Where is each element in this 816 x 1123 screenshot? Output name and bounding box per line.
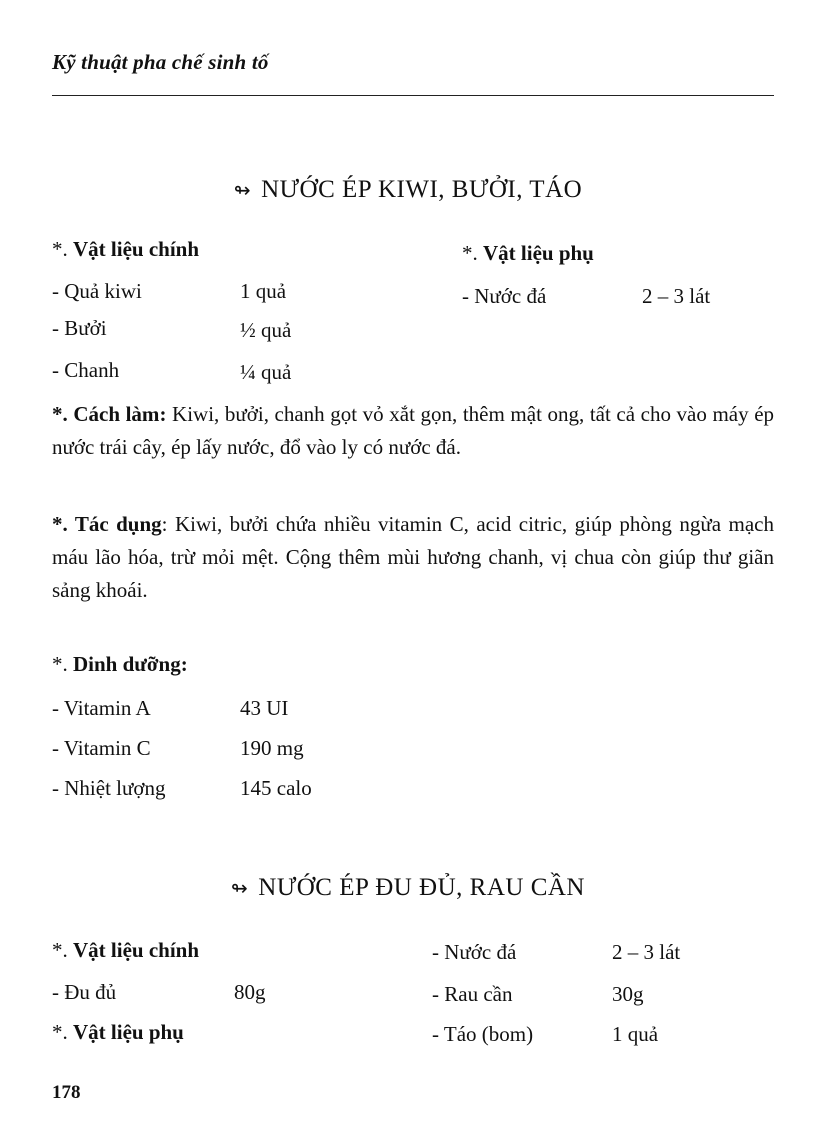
ingredient-qty: 80g [234, 980, 266, 1004]
nutrition-name: - Vitamin A [52, 696, 151, 720]
ingredient-name: - Bưởi [52, 316, 107, 340]
method-text: Kiwi, bưởi, chanh gọt vỏ xắt gọn, thêm mật ong, tất cả cho vào máy ép nước trái cây, ép lấy nước, đổ vào ly có nước đá. [52, 402, 775, 459]
nutrition-heading: *. Dinh dưỡng: [52, 652, 188, 676]
ingredient-qty: 1 quả [240, 279, 287, 303]
ingredient-name: - Nước đá [462, 284, 547, 308]
nutrition-name: - Vitamin C [52, 736, 151, 760]
ingredient-name: - Nước đá [432, 940, 517, 964]
ingredient-qty: 30g [612, 982, 644, 1006]
ingredient-qty: ¼ quả [240, 360, 292, 384]
ingredient-name: - Quả kiwi [52, 279, 142, 303]
nutrition-name: - Nhiệt lượng [52, 776, 166, 800]
extra-ingredients-heading: *. Vật liệu phụ [462, 241, 594, 265]
ingredient-qty: 1 quả [612, 1022, 659, 1046]
heading-text: Vật liệu chính [73, 938, 200, 962]
ingredient-qty: 2 – 3 lát [612, 940, 681, 964]
hand-pointer-icon: ↬ [231, 876, 249, 900]
method-label: Cách làm [73, 402, 160, 426]
heading-text: Vật liệu phụ [483, 241, 594, 265]
ingredient-name: - Đu đủ [52, 980, 117, 1004]
heading-text: Dinh dưỡng: [73, 652, 188, 676]
recipe-title [0, 176, 816, 204]
effect-paragraph: *. Tác dụng: Kiwi, bưởi chứa nhiều vitamin C, acid citric, giúp phòng ngừa mạch máu lão hóa, trừ mỏi mệt. Cộng thêm mùi hương chanh, vị chua còn giúp thư giãn sảng khoái. [52, 512, 774, 602]
ingredient-name: - Táo (bom) [432, 1022, 534, 1046]
ingredient-qty: ½ quả [240, 318, 292, 342]
nutrition-value: 190 mg [240, 736, 304, 760]
extra-ingredients-heading: *. Vật liệu phụ [52, 1020, 184, 1044]
ingredient-name: - Rau cần [432, 982, 513, 1006]
method-paragraph: *. Cách làm: Kiwi, bưởi, chanh gọt vỏ xắt gọn, thêm mật ong, tất cả cho vào máy ép nước trái cây, ép lấy nước, đổ vào ly có nước đá. [52, 402, 775, 459]
recipe-title [0, 874, 816, 902]
heading-text: Vật liệu chính [73, 237, 200, 261]
recipe-title-text: NƯỚC ÉP ĐU ĐỦ, RAU CẦN [258, 874, 585, 901]
ingredient-qty: 2 – 3 lát [642, 284, 711, 308]
nutrition-value: 43 UI [240, 696, 289, 720]
effect-text: Kiwi, bưởi chứa nhiều vitamin C, acid citric, giúp phòng ngừa mạch máu lão hóa, trừ mỏi mệt. Cộng thêm mùi hương chanh, vị chua còn giúp thư giãn sảng khoái. [52, 512, 774, 602]
hand-pointer-icon: ↬ [233, 178, 252, 202]
page-number: 178 [52, 1082, 81, 1103]
running-head: Kỹ thuật pha chế sinh tố [52, 50, 269, 74]
ingredient-name: - Chanh [52, 358, 120, 382]
effect-label: Tác dụng [74, 512, 162, 536]
main-ingredients-heading: *. Vật liệu chính [52, 237, 200, 261]
header-rule [52, 95, 774, 96]
nutrition-value: 145 calo [240, 776, 312, 800]
heading-text: Vật liệu phụ [73, 1020, 184, 1044]
recipe-title-text: NƯỚC ÉP KIWI, BƯỞI, TÁO [261, 176, 583, 203]
main-ingredients-heading: *. Vật liệu chính [52, 938, 200, 962]
